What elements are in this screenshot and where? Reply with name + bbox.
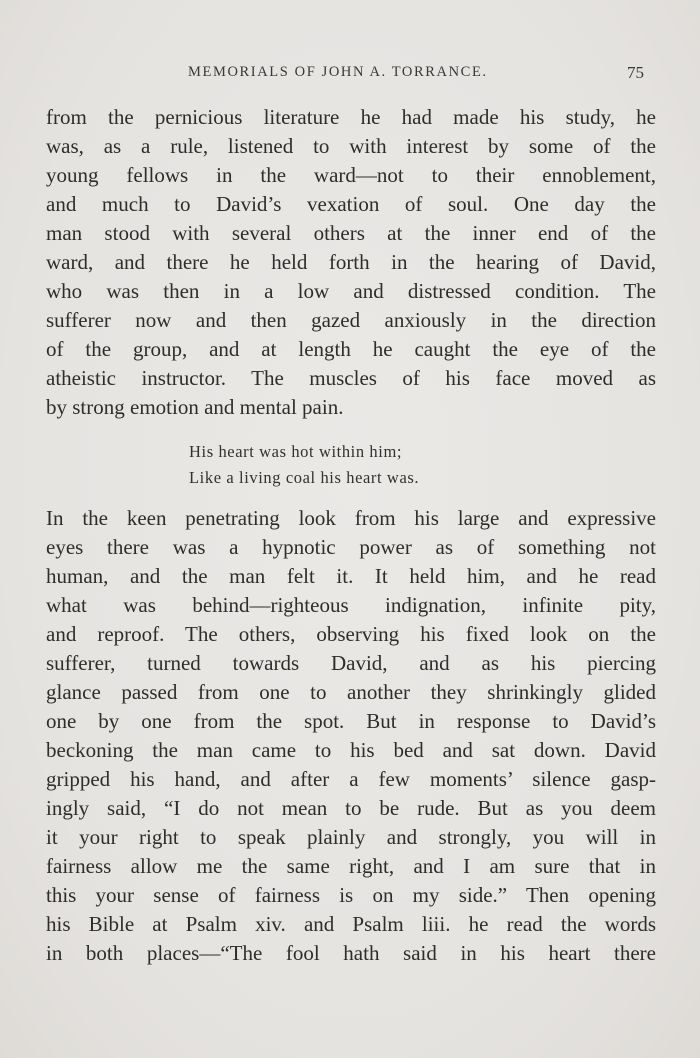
verse-line: His heart was hot within him; [189, 442, 403, 461]
verse-quotation [189, 439, 419, 491]
text-line: one by one from the spot. But in response to David’s [46, 709, 656, 733]
text-line: ward, and there he held forth in the hearing of David, [46, 250, 656, 274]
page-number: 75 [627, 63, 644, 82]
text-line: eyes there was a hypnotic power as of something not [46, 535, 656, 559]
text-line: gripped his hand, and after a few moments’ silence gasp- [46, 767, 656, 791]
verse-line: Like a living coal his heart was. [189, 468, 420, 487]
text-line: atheistic instructor. The muscles of his face moved as [46, 366, 656, 390]
text-line: ingly said, “I do not mean to be rude. But as you deem [46, 796, 656, 820]
text-line: what was behind—righteous indignation, infinite pity, [46, 593, 656, 617]
paragraph-1 [46, 103, 656, 422]
text-line: and much to David’s vexation of soul. One day the [46, 192, 656, 216]
text-line: young fellows in the ward—not to their ennoblement, [46, 163, 656, 187]
text-line: and reproof. The others, observing his fixed look on the [46, 622, 656, 646]
running-head: MEMORIALS OF JOHN A. TORRANCE. [188, 64, 488, 80]
text-line: his Bible at Psalm xiv. and Psalm liii. he read the words [46, 912, 656, 936]
text-line: who was then in a low and distressed condition. The [46, 279, 656, 303]
text-line: beckoning the man came to his bed and sat down. David [46, 738, 656, 762]
text-line: human, and the man felt it. It held him, and he read [46, 564, 656, 588]
text-line: in both places—“The fool hath said in his heart there [46, 941, 656, 965]
text-line: man stood with several others at the inner end of the [46, 221, 656, 245]
text-line: from the pernicious literature he had made his study, he [46, 105, 656, 129]
text-line: by strong emotion and mental pain. [46, 395, 344, 419]
page-header [46, 64, 654, 88]
text-line: glance passed from one to another they shrinkingly glided [46, 680, 656, 704]
paragraph-2 [46, 504, 656, 968]
text-line: it your right to speak plainly and strongly, you will in [46, 825, 656, 849]
text-line: sufferer, turned towards David, and as his piercing [46, 651, 656, 675]
text-line: fairness allow me the same right, and I am sure that in [46, 854, 656, 878]
text-line: of the group, and at length he caught the eye of the [46, 337, 656, 361]
text-line: In the keen penetrating look from his large and expressive [46, 506, 656, 530]
text-line: sufferer now and then gazed anxiously in the direction [46, 308, 656, 332]
text-line: this your sense of fairness is on my side.” Then opening [46, 883, 656, 907]
text-line: was, as a rule, listened to with interest by some of the [46, 134, 656, 158]
